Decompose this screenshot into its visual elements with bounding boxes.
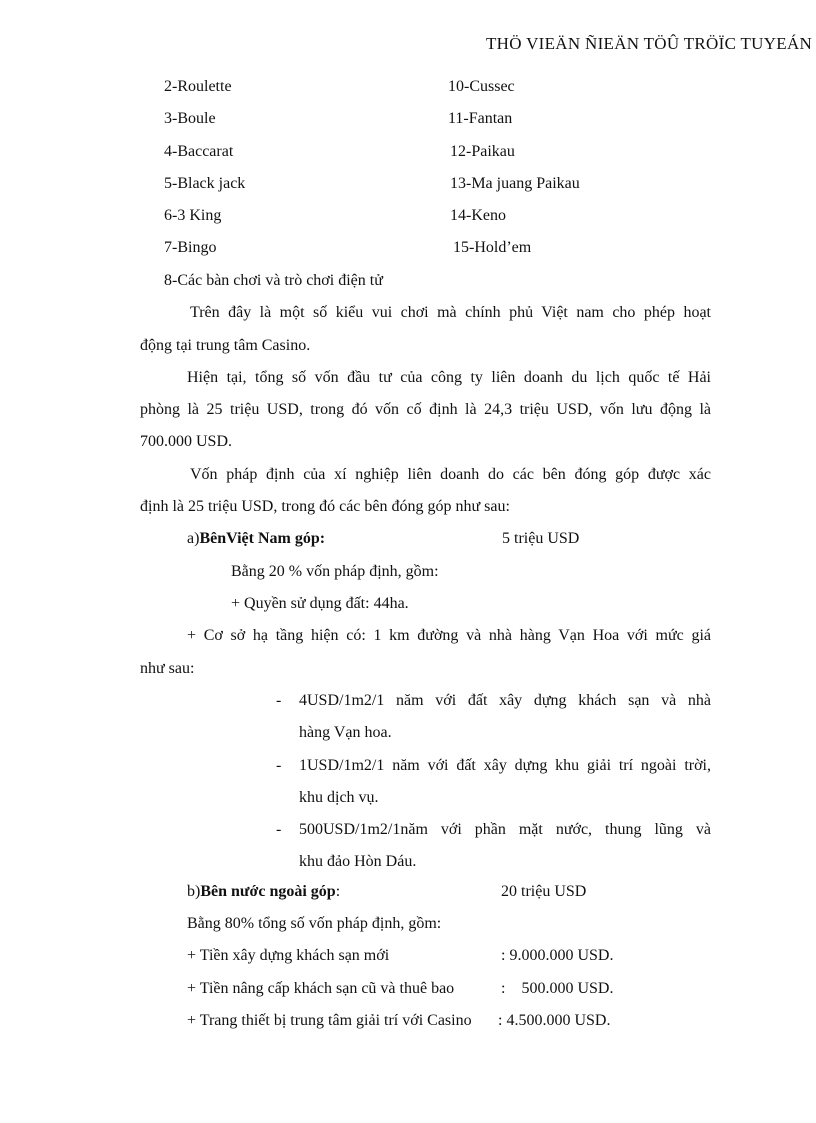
section-a-amount: 5 triệu USD	[502, 530, 580, 547]
game-item: 13-Ma juang Paikau	[450, 175, 580, 192]
bullet-line: khu đảo Hòn Dáu.	[299, 853, 417, 870]
game-item: 12-Paikau	[450, 143, 515, 160]
game-item: 15-Hold’em	[453, 239, 532, 256]
bullet-line: 500USD/1m2/1năm với phần mặt nước, thung lũng và	[299, 821, 711, 838]
game-item: 11-Fantan	[448, 110, 513, 127]
bullet-dash: -	[276, 757, 282, 774]
bullet-line: 1USD/1m2/1 năm với đất xây dựng khu giải trí ngoài trời,	[299, 757, 711, 774]
game-item: 5-Black jack	[164, 175, 246, 192]
section-b-line: Bằng 80% tổng số vốn pháp định, gồm:	[187, 915, 442, 932]
section-b-title: Bên nước ngoài góp	[200, 883, 336, 900]
section-b-prefix: b)	[187, 883, 201, 900]
game-item: 6-3 King	[164, 207, 222, 224]
paragraph-line: động tại trung tâm Casino.	[140, 337, 311, 354]
paragraph-line: phòng là 25 triệu USD, trong đó vốn cố định là 24,3 triệu USD, vốn lưu động là	[140, 401, 711, 418]
cost-item-label: + Tiền xây dựng khách sạn mới	[187, 947, 390, 964]
game-item: 14-Keno	[450, 207, 506, 224]
cost-item-value: : 4.500.000 USD.	[498, 1012, 611, 1029]
section-a-heading	[187, 529, 325, 549]
section-a-prefix: a)	[187, 530, 200, 547]
section-a-infra: + Cơ sở hạ tầng hiện có: 1 km đường và nhà hàng Vạn Hoa với mức giá	[187, 627, 711, 644]
game-item: 10-Cussec	[448, 78, 515, 95]
section-a-infra: như sau:	[140, 660, 195, 677]
section-b-heading	[187, 882, 340, 902]
cost-item-label: + Tiền nâng cấp khách sạn cũ và thuê bao	[187, 980, 455, 997]
cost-item-value: : 500.000 USD.	[501, 980, 614, 997]
bullet-line: khu dịch vụ.	[299, 789, 379, 806]
paragraph-line: Vốn pháp định của xí nghiệp liên doanh do các bên đóng góp được xác	[190, 466, 711, 483]
game-item: 7-Bingo	[164, 239, 217, 256]
section-a-line: Bằng 20 % vốn pháp định, gồm:	[231, 563, 439, 580]
bullet-dash: -	[276, 692, 282, 709]
cost-item-value: : 9.000.000 USD.	[501, 947, 614, 964]
game-item: 2-Roulette	[164, 78, 232, 95]
bullet-line: 4USD/1m2/1 năm với đất xây dựng khách sạn và nhà	[299, 692, 711, 709]
paragraph-line: 700.000 USD.	[140, 433, 233, 450]
game-item: 3-Boule	[164, 110, 216, 127]
section-a-line: + Quyền sử dụng đất: 44ha.	[231, 595, 409, 612]
section-b-amount: 20 triệu USD	[501, 883, 587, 900]
paragraph-line: định là 25 triệu USD, trong đó các bên đóng góp như sau:	[140, 498, 510, 515]
game-item: 8-Các bàn chơi và trò chơi điện tử	[164, 272, 383, 289]
paragraph-line: Hiện tại, tổng số vốn đầu tư của công ty liên doanh du lịch quốc tế Hải	[187, 369, 711, 386]
game-item: 4-Baccarat	[164, 143, 234, 160]
paragraph-line: Trên đây là một số kiểu vui chơi mà chính phủ Việt nam cho phép hoạt	[190, 304, 711, 321]
bullet-dash: -	[276, 821, 282, 838]
cost-item-label: + Trang thiết bị trung tâm giải trí với Casino	[187, 1012, 472, 1029]
section-a-title: BênViệt Nam góp:	[199, 530, 326, 547]
section-b-colon: :	[335, 883, 341, 900]
page-header: THÖ VIEÄN ÑIEÄN TÖÛ TRÖÏC TUYEÁN	[486, 34, 813, 53]
bullet-line: hàng Vạn hoa.	[299, 724, 392, 741]
